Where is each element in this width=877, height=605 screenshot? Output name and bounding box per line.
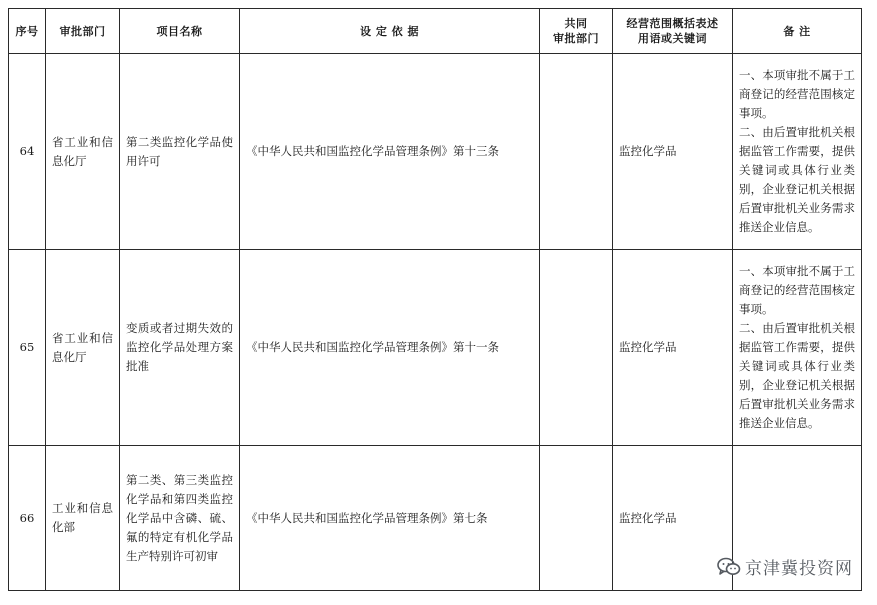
header-seq: 序号: [9, 9, 46, 54]
header-dept: 审批部门: [46, 9, 120, 54]
watermark-text: 京津冀投资网: [745, 559, 853, 579]
cell-dept: 省工业和信息化厅: [46, 54, 120, 250]
cell-project: 变质或者过期失效的监控化学品处理方案批准: [120, 250, 240, 446]
cell-basis: 《中华人民共和国监控化学品管理条例》第七条: [240, 446, 540, 591]
header-basis: 设 定 依 据: [240, 9, 540, 54]
cell-joint: [540, 250, 613, 446]
header-scope: 经营范围概括表述 用语或关键词: [613, 9, 733, 54]
cell-basis: 《中华人民共和国监控化学品管理条例》第十一条: [240, 250, 540, 446]
cell-project: 第二类监控化学品使用许可: [120, 54, 240, 250]
cell-basis: 《中华人民共和国监控化学品管理条例》第十三条: [240, 54, 540, 250]
cell-project: 第二类、第三类监控化学品和第四类监控化学品中含磷、硫、氟的特定有机化学品生产特别许可初审: [120, 446, 240, 591]
cell-dept: 工业和信息化部: [46, 446, 120, 591]
header-joint: 共同 审批部门: [540, 9, 613, 54]
table-header-row: [9, 9, 862, 54]
table-row: [9, 250, 862, 446]
cell-joint: [540, 446, 613, 591]
cell-scope: 监控化学品: [613, 250, 733, 446]
approval-items-table: [8, 8, 862, 591]
watermark: [717, 554, 853, 579]
wechat-icon: [717, 557, 741, 577]
cell-notes: 一、本项审批不属于工商登记的经营范围核定事项。 二、由后置审批机关根据监管工作需要，提供关键词或具体行业类别，企业登记机关根据后置审批机关业务需求推送企业信息。: [733, 54, 862, 250]
cell-scope: 监控化学品: [613, 54, 733, 250]
table-row: [9, 54, 862, 250]
document-page: [8, 8, 861, 590]
cell-notes: 一、本项审批不属于工商登记的经营范围核定事项。 二、由后置审批机关根据监管工作需要，提供关键词或具体行业类别，企业登记机关根据后置审批机关业务需求推送企业信息。: [733, 250, 862, 446]
header-project: 项目名称: [120, 9, 240, 54]
cell-dept: 省工业和信息化厅: [46, 250, 120, 446]
cell-seq: 64: [9, 54, 46, 250]
header-notes: 备 注: [733, 9, 862, 54]
cell-scope: 监控化学品: [613, 446, 733, 591]
cell-seq: 66: [9, 446, 46, 591]
cell-joint: [540, 54, 613, 250]
cell-seq: 65: [9, 250, 46, 446]
